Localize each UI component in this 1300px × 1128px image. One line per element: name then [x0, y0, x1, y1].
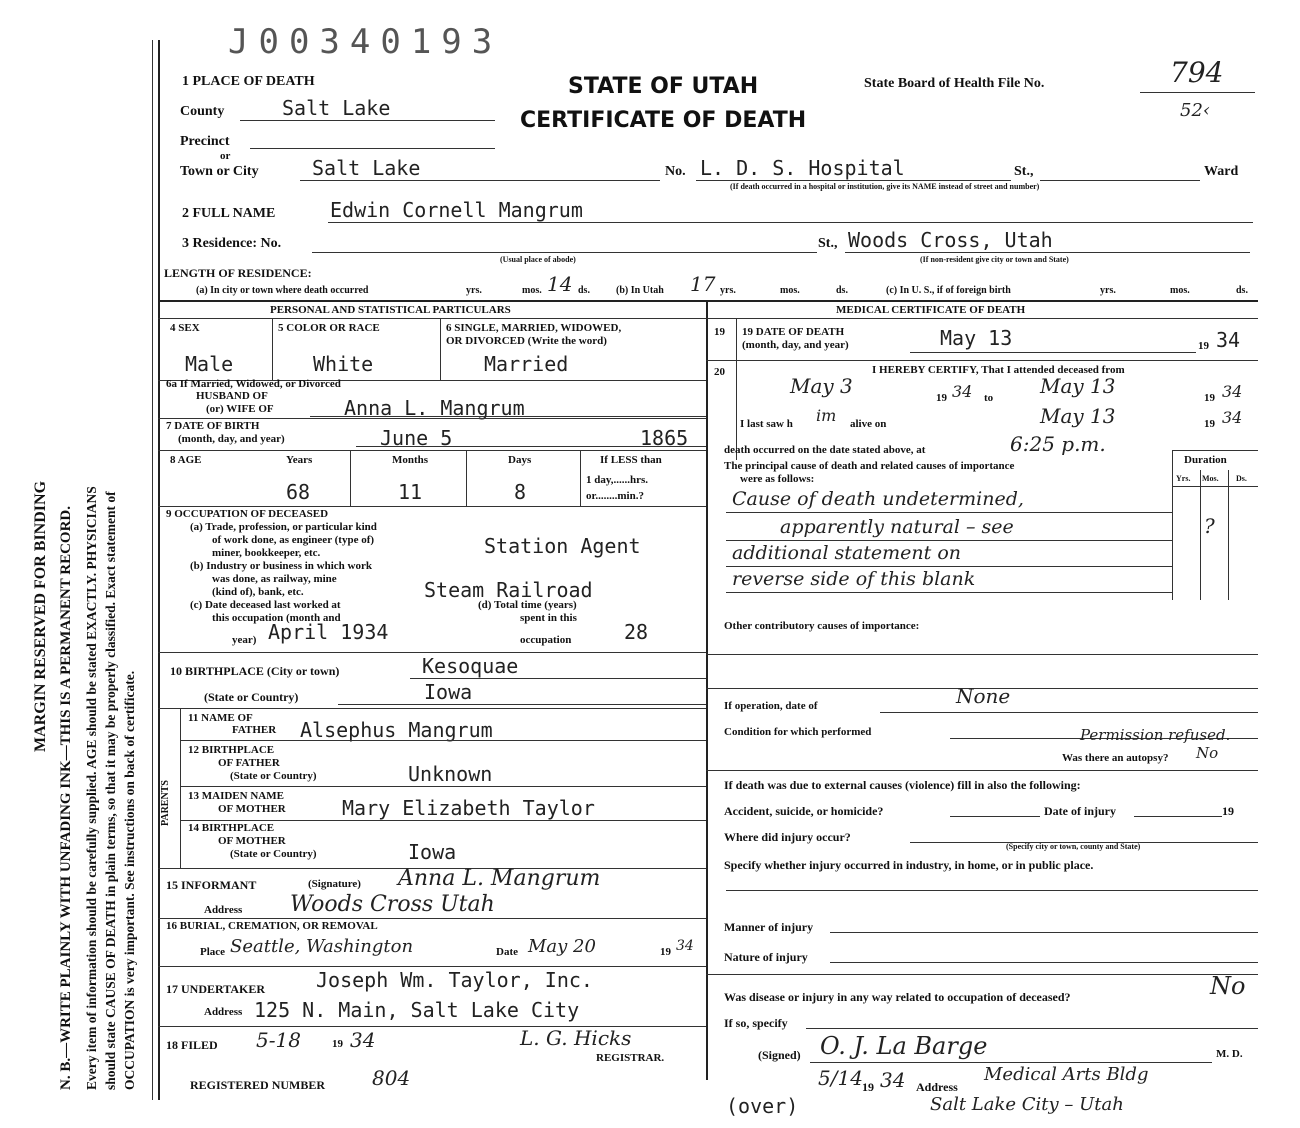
informant-address: Woods Cross Utah — [290, 892, 495, 917]
residence-b-label: (b) In Utah — [616, 285, 664, 296]
or-label: or — [220, 150, 231, 162]
injury-date-label: Date of injury — [1044, 804, 1116, 818]
burial-year-prefix: 19 — [660, 946, 671, 958]
town-label: Town or City — [180, 164, 259, 179]
margin-instructions-2: should state CAUSE OF DEATH in plain terms, so that it may be properly classified. Exact statement of — [103, 491, 118, 1090]
industry-value: Steam Railroad — [424, 578, 593, 602]
burial-place: Seattle, Washington — [230, 936, 414, 957]
color-label: 5 COLOR OR RACE — [278, 322, 380, 334]
spouse-label-3: (or) WIFE OF — [206, 403, 274, 415]
spouse-value: Anna L. Mangrum — [344, 396, 525, 420]
medical-heading: MEDICAL CERTIFICATE OF DEATH — [836, 304, 1026, 316]
residence-c-mos: mos. — [1170, 285, 1190, 296]
sex-label: 4 SEX — [170, 322, 200, 334]
full-name-value: Edwin Cornell Mangrum — [330, 198, 583, 222]
age-years: 68 — [286, 480, 311, 504]
physician-signature: O. J. La Barge — [820, 1032, 988, 1060]
place-of-death-title: 1 PLACE OF DEATH — [182, 74, 315, 89]
birthplace-state: Iowa — [424, 680, 473, 704]
from-year: 34 — [952, 382, 973, 401]
burial-date-label: Date — [496, 946, 518, 958]
file-number: 794 — [1170, 56, 1224, 89]
burial-label: 16 BURIAL, CREMATION, OR REMOVAL — [166, 920, 378, 932]
state-title: STATE OF UTAH — [568, 74, 759, 99]
marital-label-1: 6 SINGLE, MARRIED, WIDOWED, — [446, 322, 622, 334]
cause-line-3: additional statement on — [732, 542, 962, 564]
file-sub-number: 52‹ — [1180, 100, 1211, 121]
cause-line-4: reverse side of this blank — [732, 568, 976, 590]
length-residence-label: LENGTH OF RESIDENCE: — [164, 266, 312, 280]
burial-year: 34 — [676, 938, 694, 954]
duration-ds: Ds. — [1236, 474, 1247, 483]
to-label: to — [984, 392, 994, 404]
residence-a-ds: ds. — [578, 285, 590, 296]
date-of-death: May 13 — [940, 326, 1013, 350]
informant-signature: Anna L. Mangrum — [398, 866, 601, 891]
filed-label: 18 FILED — [166, 1038, 218, 1052]
dod-number: 19 — [714, 326, 725, 338]
attended-to: May 13 — [1040, 374, 1116, 398]
alive-on-label: alive on — [850, 418, 887, 430]
residence-b-yrs: yrs. — [720, 285, 736, 296]
street-no-label: No. — [665, 164, 686, 179]
hospital-note: (If death occurred in a hospital or institution, give its NAME instead of street and number) — [730, 182, 1040, 191]
occupation-c-label-2: this occupation (month and — [212, 612, 341, 624]
undertaker-name: Joseph Wm. Taylor, Inc. — [316, 968, 593, 992]
burial-place-label: Place — [200, 946, 226, 958]
occupation-related-label: Was disease or injury in any way related to occupation of deceased? — [724, 990, 1071, 1004]
occupation-d-label-2: spent in this — [520, 612, 577, 624]
physician-address-1: Medical Arts Bldg — [984, 1064, 1149, 1085]
age-years-label: Years — [286, 454, 313, 466]
attended-from: May 3 — [790, 374, 853, 398]
residence-a-yrs: yrs. — [466, 285, 482, 296]
duration-value: ? — [1204, 514, 1215, 538]
father-bp-label-3: (State or Country) — [230, 770, 317, 782]
father-bp-label-1: 12 BIRTHPLACE — [188, 744, 275, 756]
county-value: Salt Lake — [282, 96, 391, 120]
last-saw-label: I last saw h — [740, 418, 793, 430]
father-birthplace: Unknown — [408, 762, 493, 786]
residence-b-ds: ds. — [836, 285, 848, 296]
sign-year: 34 — [880, 1068, 906, 1092]
town-value: Salt Lake — [312, 156, 421, 180]
sign-year-prefix: 19 — [862, 1080, 874, 1094]
mother-label-1: 13 MAIDEN NAME — [188, 790, 284, 802]
father-label-2: FATHER — [232, 724, 277, 736]
occupation-a-label-1: (a) Trade, profession, or particular kind — [190, 521, 377, 533]
specify-injury-label: Specify whether injury occurred in industry, in home, or in public place. — [724, 858, 1094, 872]
if-so-label: If so, specify — [724, 1016, 788, 1030]
color-value: White — [313, 352, 374, 376]
informant-label: 15 INFORMANT — [166, 878, 257, 892]
county-label: County — [180, 104, 225, 119]
residence-value: Woods Cross, Utah — [848, 228, 1053, 252]
occupation-b-label-1: (b) Industry or business in which work — [190, 560, 372, 572]
filed-year-prefix: 19 — [332, 1038, 343, 1050]
dod-label-1: 19 DATE OF DEATH — [742, 326, 845, 338]
residence-b-mos: mos. — [780, 285, 800, 296]
undertaker-addr-label: Address — [204, 1006, 243, 1018]
cause-label-2: were as follows: — [740, 473, 815, 485]
last-year-prefix: 19 — [1204, 418, 1215, 430]
age-months: 11 — [398, 480, 423, 504]
birthplace-city: Kesoquae — [422, 654, 519, 678]
from-year-prefix: 19 — [936, 392, 947, 404]
over-note: (over) — [726, 1094, 799, 1118]
death-time: 6:25 p.m. — [1010, 432, 1106, 456]
age-months-label: Months — [392, 454, 429, 466]
occupation-related-value: No — [1210, 972, 1246, 1000]
form-left-border — [158, 40, 160, 1100]
mother-bp-label-1: 14 BIRTHPLACE — [188, 822, 275, 834]
margin-instructions-1: Every item of information should be carefully supplied. AGE should be stated EXACTLY. PHYSICIANS — [84, 486, 99, 1090]
physician-addr-label: Address — [916, 1080, 958, 1094]
last-saw-date: May 13 — [1040, 404, 1116, 428]
serial-number: J00340193 — [228, 22, 503, 62]
personal-heading: PERSONAL AND STATISTICAL PARTICULARS — [270, 304, 511, 316]
occupation-d-label-1: (d) Total time (years) — [478, 599, 577, 611]
informant-sig-label: (Signature) — [308, 878, 361, 890]
dod-year: 34 — [1216, 328, 1241, 352]
residence-c-yrs: yrs. — [1100, 285, 1116, 296]
occupation-a-label-3: miner, bookkeeper, etc. — [212, 547, 321, 559]
age-days: 8 — [514, 480, 527, 504]
residence-c-ds: ds. — [1236, 285, 1248, 296]
last-saw-value: im — [816, 406, 837, 425]
age-or-min: or........min.? — [586, 490, 644, 502]
age-days-label: Days — [508, 454, 532, 466]
mother-label-2: OF MOTHER — [218, 803, 286, 815]
residence-c-label: (c) In U. S., if of foreign birth — [886, 285, 1011, 296]
condition-value: Permission refused. — [1080, 726, 1231, 744]
to-year: 34 — [1222, 382, 1243, 401]
nonresident-note: (If non-resident give city or town and State) — [920, 255, 1069, 264]
occupation-d-label-3: occupation — [520, 634, 572, 646]
usual-abode-note: (Usual place of abode) — [500, 255, 576, 264]
filed-year: 34 — [350, 1028, 376, 1052]
margin-binding: MARGIN RESERVED FOR BINDING — [32, 480, 49, 752]
nature-label: Nature of injury — [724, 950, 808, 964]
duration-yrs: Yrs. — [1176, 474, 1191, 483]
undertaker-label: 17 UNDERTAKER — [166, 982, 266, 996]
margin-instructions-3: OCCUPATION is very important. See instructions on back of certificate. — [122, 670, 137, 1090]
md-label: M. D. — [1216, 1048, 1243, 1060]
cause-line-2: apparently natural – see — [780, 516, 1014, 538]
father-bp-label-2: OF FATHER — [218, 757, 280, 769]
precinct-label: Precinct — [180, 134, 230, 149]
informant-addr-label: Address — [204, 904, 243, 916]
occupation-c-label-1: (c) Date deceased last worked at — [190, 599, 341, 611]
dob-year: 1865 — [640, 426, 689, 450]
residence-a-value: 14 — [547, 272, 573, 296]
father-label-1: 11 NAME OF — [188, 712, 253, 724]
dob-label-2: (month, day, and year) — [178, 433, 285, 445]
condition-label: Condition for which performed — [724, 726, 872, 738]
marital-label-2: OR DIVORCED (Write the word) — [446, 335, 607, 347]
occupation-title: 9 OCCUPATION OF DECEASED — [166, 508, 329, 520]
last-year: 34 — [1222, 408, 1243, 427]
mother-bp-label-3: (State or Country) — [230, 848, 317, 860]
physician-address-2: Salt Lake City – Utah — [930, 1094, 1124, 1115]
age-day-hrs: 1 day,......hrs. — [586, 474, 649, 486]
occupation-a-label-2: of work done, as engineer (type of) — [212, 534, 375, 546]
autopsy-value: No — [1196, 744, 1219, 762]
dod-label-2: (month, day, and year) — [742, 339, 849, 351]
operation-label: If operation, date of — [724, 700, 818, 712]
residence-label: 3 Residence: No. — [182, 236, 282, 251]
st-label: St., — [1014, 164, 1034, 179]
reg-number: 804 — [372, 1066, 411, 1090]
undertaker-address: 125 N. Main, Salt Lake City — [254, 998, 580, 1022]
other-causes-label: Other contributory causes of importance: — [724, 620, 920, 632]
registrar-label: REGISTRAR. — [596, 1052, 665, 1064]
accident-label: Accident, suicide, or homicide? — [724, 804, 884, 818]
occupation-b-label-3: (kind of), bank, etc. — [212, 586, 304, 598]
marital-value: Married — [484, 352, 569, 376]
cause-line-1: Cause of death undetermined, — [732, 488, 1024, 510]
filed-date: 5-18 — [256, 1028, 301, 1052]
operation-value: None — [956, 684, 1011, 708]
dob-month-day: June 5 — [380, 426, 453, 450]
form-left-border-inner — [152, 40, 153, 1100]
occupation-c-label-3: year) — [232, 634, 257, 646]
age-label: 8 AGE — [170, 454, 202, 466]
spouse-label-2: HUSBAND OF — [196, 390, 268, 402]
certificate-title: CERTIFICATE OF DEATH — [520, 108, 807, 133]
residence-b-value: 17 — [690, 272, 716, 296]
certify-number: 20 — [714, 366, 725, 378]
residence-st-label: St., — [818, 236, 838, 251]
file-no-label: State Board of Health File No. — [864, 76, 1045, 91]
cause-label-1: The principal cause of death and related causes of importance — [724, 460, 1015, 472]
dod-year-prefix: 19 — [1198, 340, 1209, 352]
full-name-label: 2 FULL NAME — [182, 206, 276, 221]
hospital-value: L. D. S. Hospital — [700, 156, 905, 180]
age-less-label: If LESS than — [600, 454, 662, 466]
mother-bp-label-2: OF MOTHER — [218, 835, 286, 847]
duration-label: Duration — [1184, 454, 1227, 466]
to-year-prefix: 19 — [1204, 392, 1215, 404]
spouse-label-1: 6a If Married, Widowed, or Divorced — [166, 378, 341, 390]
reg-number-label: REGISTERED NUMBER — [190, 1078, 326, 1092]
mother-name: Mary Elizabeth Taylor — [342, 796, 595, 820]
last-worked-value: April 1934 — [268, 620, 389, 644]
occupation-b-label-2: was done, as railway, mine — [212, 573, 337, 585]
ward-label: Ward — [1204, 164, 1239, 179]
occupation-value: Station Agent — [484, 534, 641, 558]
margin-ink-note: N. B.—WRITE PLAINLY WITH UNFADING INK—THIS IS A PERMANENT RECORD. — [58, 506, 74, 1090]
occupation-years: 28 — [624, 620, 649, 644]
manner-label: Manner of injury — [724, 920, 814, 934]
external-label: If death was due to external causes (violence) fill in also the following: — [724, 778, 1081, 792]
residence-a-mos: mos. — [522, 285, 542, 296]
duration-mos: Mos. — [1202, 474, 1219, 483]
registrar-signature: L. G. Hicks — [520, 1026, 632, 1050]
sex-value: Male — [185, 352, 234, 376]
residence-a-label: (a) In city or town where death occurred — [196, 285, 369, 296]
father-name: Alsephus Mangrum — [300, 718, 493, 742]
where-injury-label: Where did injury occur? — [724, 830, 851, 844]
birthplace-label: 10 BIRTHPLACE (City or town) — [170, 664, 340, 678]
signed-label: (Signed) — [758, 1048, 801, 1062]
parents-side-label: PARENTS — [160, 780, 171, 826]
dob-label-1: 7 DATE OF BIRTH — [166, 420, 260, 432]
birthplace-state-label: (State or Country) — [204, 690, 299, 704]
death-time-label: death occurred on the date stated above, at — [724, 444, 926, 456]
certify-text: I HEREBY CERTIFY, That I attended deceased from — [872, 364, 1125, 376]
sign-date: 5/14 — [818, 1066, 863, 1090]
autopsy-label: Was there an autopsy? — [1062, 752, 1169, 764]
where-injury-note: (Specify city or town, county and State) — [1006, 842, 1141, 851]
injury-year: 19 — [1222, 804, 1234, 818]
burial-date: May 20 — [528, 936, 596, 957]
mother-birthplace: Iowa — [408, 840, 457, 864]
